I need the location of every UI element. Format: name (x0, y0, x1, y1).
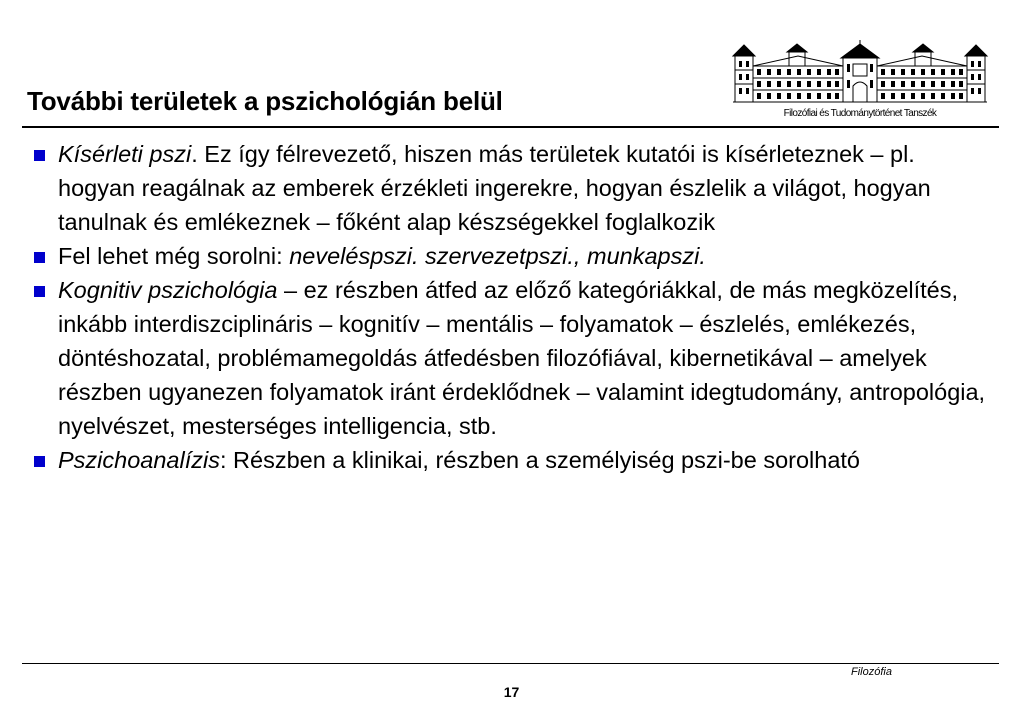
footer-divider (22, 663, 999, 664)
bullet-text: . Ez így félrevezető, hiszen más területek kutatói is kísérleteznek – pl. hogyan reagálnak az emberek érzékleti ingerekre, hogyan észlelik a világot, hogyan tanulnak és emlékeznek – főként alap készségekkel foglalkozik (58, 141, 931, 235)
page-number: 17 (503, 684, 520, 700)
bullet-lead: Fel lehet még sorolni: (58, 243, 290, 269)
bullet-text: – ez részben átfed az előző kategóriákkal, de más megközelítés, inkább interdiszciplináris – kognitív – mentális – folyamatok – észlelés, emlékezés, döntéshozatal, problémamegoldás átfedésben filozófiával, kibernetikával – amelyek részben ugyanezen folyamatok iránt érdeklődnek – valamint idegtudomány, antropológia, nyelvészet, mesterséges intelligencia, stb. (58, 277, 986, 439)
bullet-text: : Részben a klinikai, részben a személyiség pszi-be sorolható (219, 447, 860, 473)
bullet-item-cognitive (32, 273, 998, 443)
bullet-italic-lead: Kísérleti pszi (58, 141, 192, 167)
department-logo (727, 40, 993, 124)
bullet-item-psychoanalysis (32, 443, 998, 477)
bullet-italic-tail: neveléspszi. szervezetpszi., munkapszi. (289, 243, 706, 269)
title-divider (22, 126, 999, 128)
bullet-italic-lead: Pszichoanalízis (58, 447, 220, 473)
logo-caption: Filozófiai és Tudománytörténet Tanszék (783, 108, 937, 119)
bullet-list (32, 137, 998, 477)
square-bullet-icon (34, 150, 45, 161)
footer-label: Filozófia (851, 666, 892, 678)
square-bullet-icon (34, 456, 45, 467)
square-bullet-icon (34, 286, 45, 297)
square-bullet-icon (34, 252, 45, 263)
bullet-item-other-fields (32, 239, 998, 273)
bullet-item-experimental (32, 137, 998, 239)
building-logo-icon (727, 40, 993, 108)
slide-title: További területek a pszichológián belül (27, 86, 503, 116)
bullet-italic-lead: Kognitiv pszichológia (58, 277, 278, 303)
